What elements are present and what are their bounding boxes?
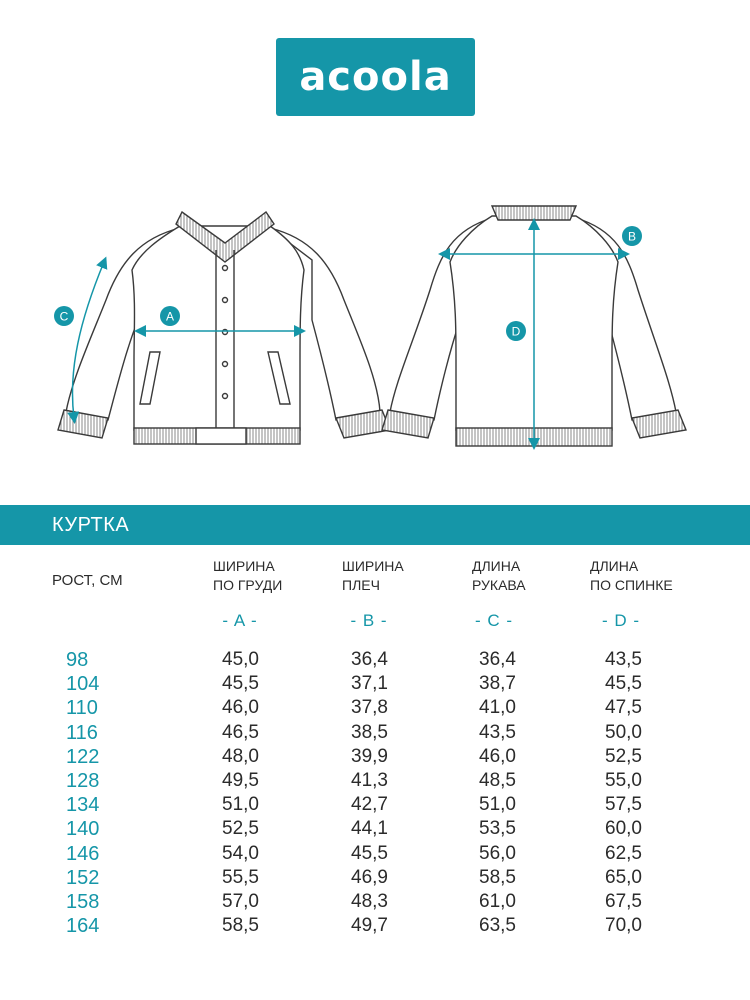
cell-shoulder-width: 37,1 bbox=[351, 673, 388, 695]
cell-back-length: 45,5 bbox=[605, 673, 642, 695]
cell-back-length: 70,0 bbox=[605, 915, 642, 937]
header-shoulder-width-line1: ШИРИНА bbox=[342, 558, 404, 574]
cell-sleeve-length: 51,0 bbox=[479, 794, 516, 816]
cell-shoulder-width: 48,3 bbox=[351, 890, 388, 912]
table-row bbox=[0, 696, 750, 720]
cell-size: 140 bbox=[66, 818, 100, 841]
table-row bbox=[0, 914, 750, 938]
table-row bbox=[0, 672, 750, 696]
cell-chest-width: 52,5 bbox=[222, 818, 259, 840]
cell-chest-width: 57,0 bbox=[222, 890, 259, 912]
cell-size: 104 bbox=[66, 673, 100, 696]
cell-size: 152 bbox=[66, 866, 100, 889]
cell-back-length: 67,5 bbox=[605, 890, 642, 912]
marker-b bbox=[622, 226, 642, 246]
header-sleeve-length-line2: РУКАВА bbox=[472, 577, 526, 593]
cell-size: 122 bbox=[66, 745, 100, 768]
cell-chest-width: 46,0 bbox=[222, 697, 259, 719]
table-row bbox=[0, 866, 750, 890]
cell-chest-width: 55,5 bbox=[222, 866, 259, 888]
svg-text:B: B bbox=[627, 229, 637, 244]
cell-shoulder-width: 46,9 bbox=[351, 866, 388, 888]
column-letter-c: - C - bbox=[474, 611, 514, 630]
cell-size: 146 bbox=[66, 842, 100, 865]
table-row bbox=[0, 842, 750, 866]
cell-sleeve-length: 63,5 bbox=[479, 915, 516, 937]
cell-back-length: 62,5 bbox=[605, 842, 642, 864]
cell-back-length: 57,5 bbox=[605, 794, 642, 816]
table-row bbox=[0, 648, 750, 672]
cell-shoulder-width: 41,3 bbox=[351, 769, 388, 791]
header-shoulder-width bbox=[342, 557, 404, 595]
column-letter-b: - B - bbox=[350, 611, 388, 630]
cell-size: 134 bbox=[66, 794, 100, 817]
cell-back-length: 43,5 bbox=[605, 649, 642, 670]
cell-back-length: 60,0 bbox=[605, 818, 642, 840]
cell-back-length: 52,5 bbox=[605, 745, 642, 767]
cell-sleeve-length: 56,0 bbox=[479, 842, 516, 864]
cell-back-length: 55,0 bbox=[605, 769, 642, 791]
column-letter-d: - D - bbox=[601, 611, 641, 630]
header-chest-width-line1: ШИРИНА bbox=[213, 558, 275, 574]
cell-chest-width: 48,0 bbox=[222, 745, 259, 767]
cell-chest-width: 45,5 bbox=[222, 673, 259, 695]
cell-chest-width: 46,5 bbox=[222, 721, 259, 743]
cell-sleeve-length: 38,7 bbox=[479, 673, 516, 695]
cell-back-length: 50,0 bbox=[605, 721, 642, 743]
header-chest-width bbox=[213, 557, 282, 595]
cell-sleeve-length: 41,0 bbox=[479, 697, 516, 719]
cell-sleeve-length: 48,5 bbox=[479, 769, 516, 791]
cell-size: 98 bbox=[66, 649, 89, 671]
brand-logo bbox=[276, 38, 475, 116]
cell-sleeve-length: 43,5 bbox=[479, 721, 516, 743]
cell-shoulder-width: 36,4 bbox=[351, 649, 388, 670]
header-sleeve-length-line1: ДЛИНА bbox=[472, 558, 521, 574]
cell-size: 128 bbox=[66, 769, 100, 792]
cell-chest-width: 54,0 bbox=[222, 842, 259, 864]
header-back-length bbox=[590, 557, 673, 595]
cell-sleeve-length: 61,0 bbox=[479, 890, 516, 912]
cell-sleeve-length: 58,5 bbox=[479, 866, 516, 888]
cell-size: 158 bbox=[66, 890, 100, 913]
header-shoulder-width-line2: ПЛЕЧ bbox=[342, 577, 380, 593]
cell-back-length: 65,0 bbox=[605, 866, 642, 888]
jacket-measurement-diagram bbox=[0, 190, 750, 470]
table-row bbox=[0, 817, 750, 841]
table-row bbox=[0, 721, 750, 745]
header-size: РОСТ, СМ bbox=[52, 572, 123, 589]
header-chest-width-line2: ПО ГРУДИ bbox=[213, 577, 283, 593]
header-back-length-line2: ПО СПИНКЕ bbox=[590, 577, 673, 593]
jacket-front-view bbox=[58, 212, 390, 444]
cell-size: 110 bbox=[66, 697, 98, 720]
table-row bbox=[0, 745, 750, 769]
size-table bbox=[0, 648, 750, 938]
cell-shoulder-width: 42,7 bbox=[351, 794, 388, 816]
cell-sleeve-length: 36,4 bbox=[479, 649, 516, 670]
section-title: КУРТКА bbox=[52, 514, 130, 536]
marker-d bbox=[506, 321, 526, 341]
brand-logo-text: acoola bbox=[299, 54, 452, 100]
cell-size: 164 bbox=[66, 915, 100, 938]
table-row bbox=[0, 890, 750, 914]
cell-size: 116 bbox=[66, 721, 98, 744]
cell-sleeve-length: 46,0 bbox=[479, 745, 516, 767]
header-sleeve-length bbox=[472, 557, 526, 595]
section-banner bbox=[0, 505, 750, 545]
table-row bbox=[0, 793, 750, 817]
cell-sleeve-length: 53,5 bbox=[479, 818, 516, 840]
cell-shoulder-width: 38,5 bbox=[351, 721, 388, 743]
cell-shoulder-width: 37,8 bbox=[351, 697, 388, 719]
marker-c bbox=[54, 306, 74, 326]
cell-chest-width: 51,0 bbox=[222, 794, 259, 816]
table-row bbox=[0, 769, 750, 793]
svg-text:D: D bbox=[511, 324, 521, 339]
cell-chest-width: 58,5 bbox=[222, 915, 259, 937]
cell-chest-width: 49,5 bbox=[222, 769, 259, 791]
cell-shoulder-width: 49,7 bbox=[351, 915, 388, 937]
cell-shoulder-width: 39,9 bbox=[351, 745, 388, 767]
marker-a bbox=[160, 306, 180, 326]
svg-text:C: C bbox=[59, 309, 69, 324]
cell-chest-width: 45,0 bbox=[222, 649, 259, 670]
column-letter-a: - A - bbox=[222, 611, 258, 630]
svg-text:A: A bbox=[165, 309, 175, 324]
header-back-length-line1: ДЛИНА bbox=[590, 558, 639, 574]
cell-shoulder-width: 45,5 bbox=[351, 842, 388, 864]
cell-shoulder-width: 44,1 bbox=[351, 818, 388, 840]
cell-back-length: 47,5 bbox=[605, 697, 642, 719]
